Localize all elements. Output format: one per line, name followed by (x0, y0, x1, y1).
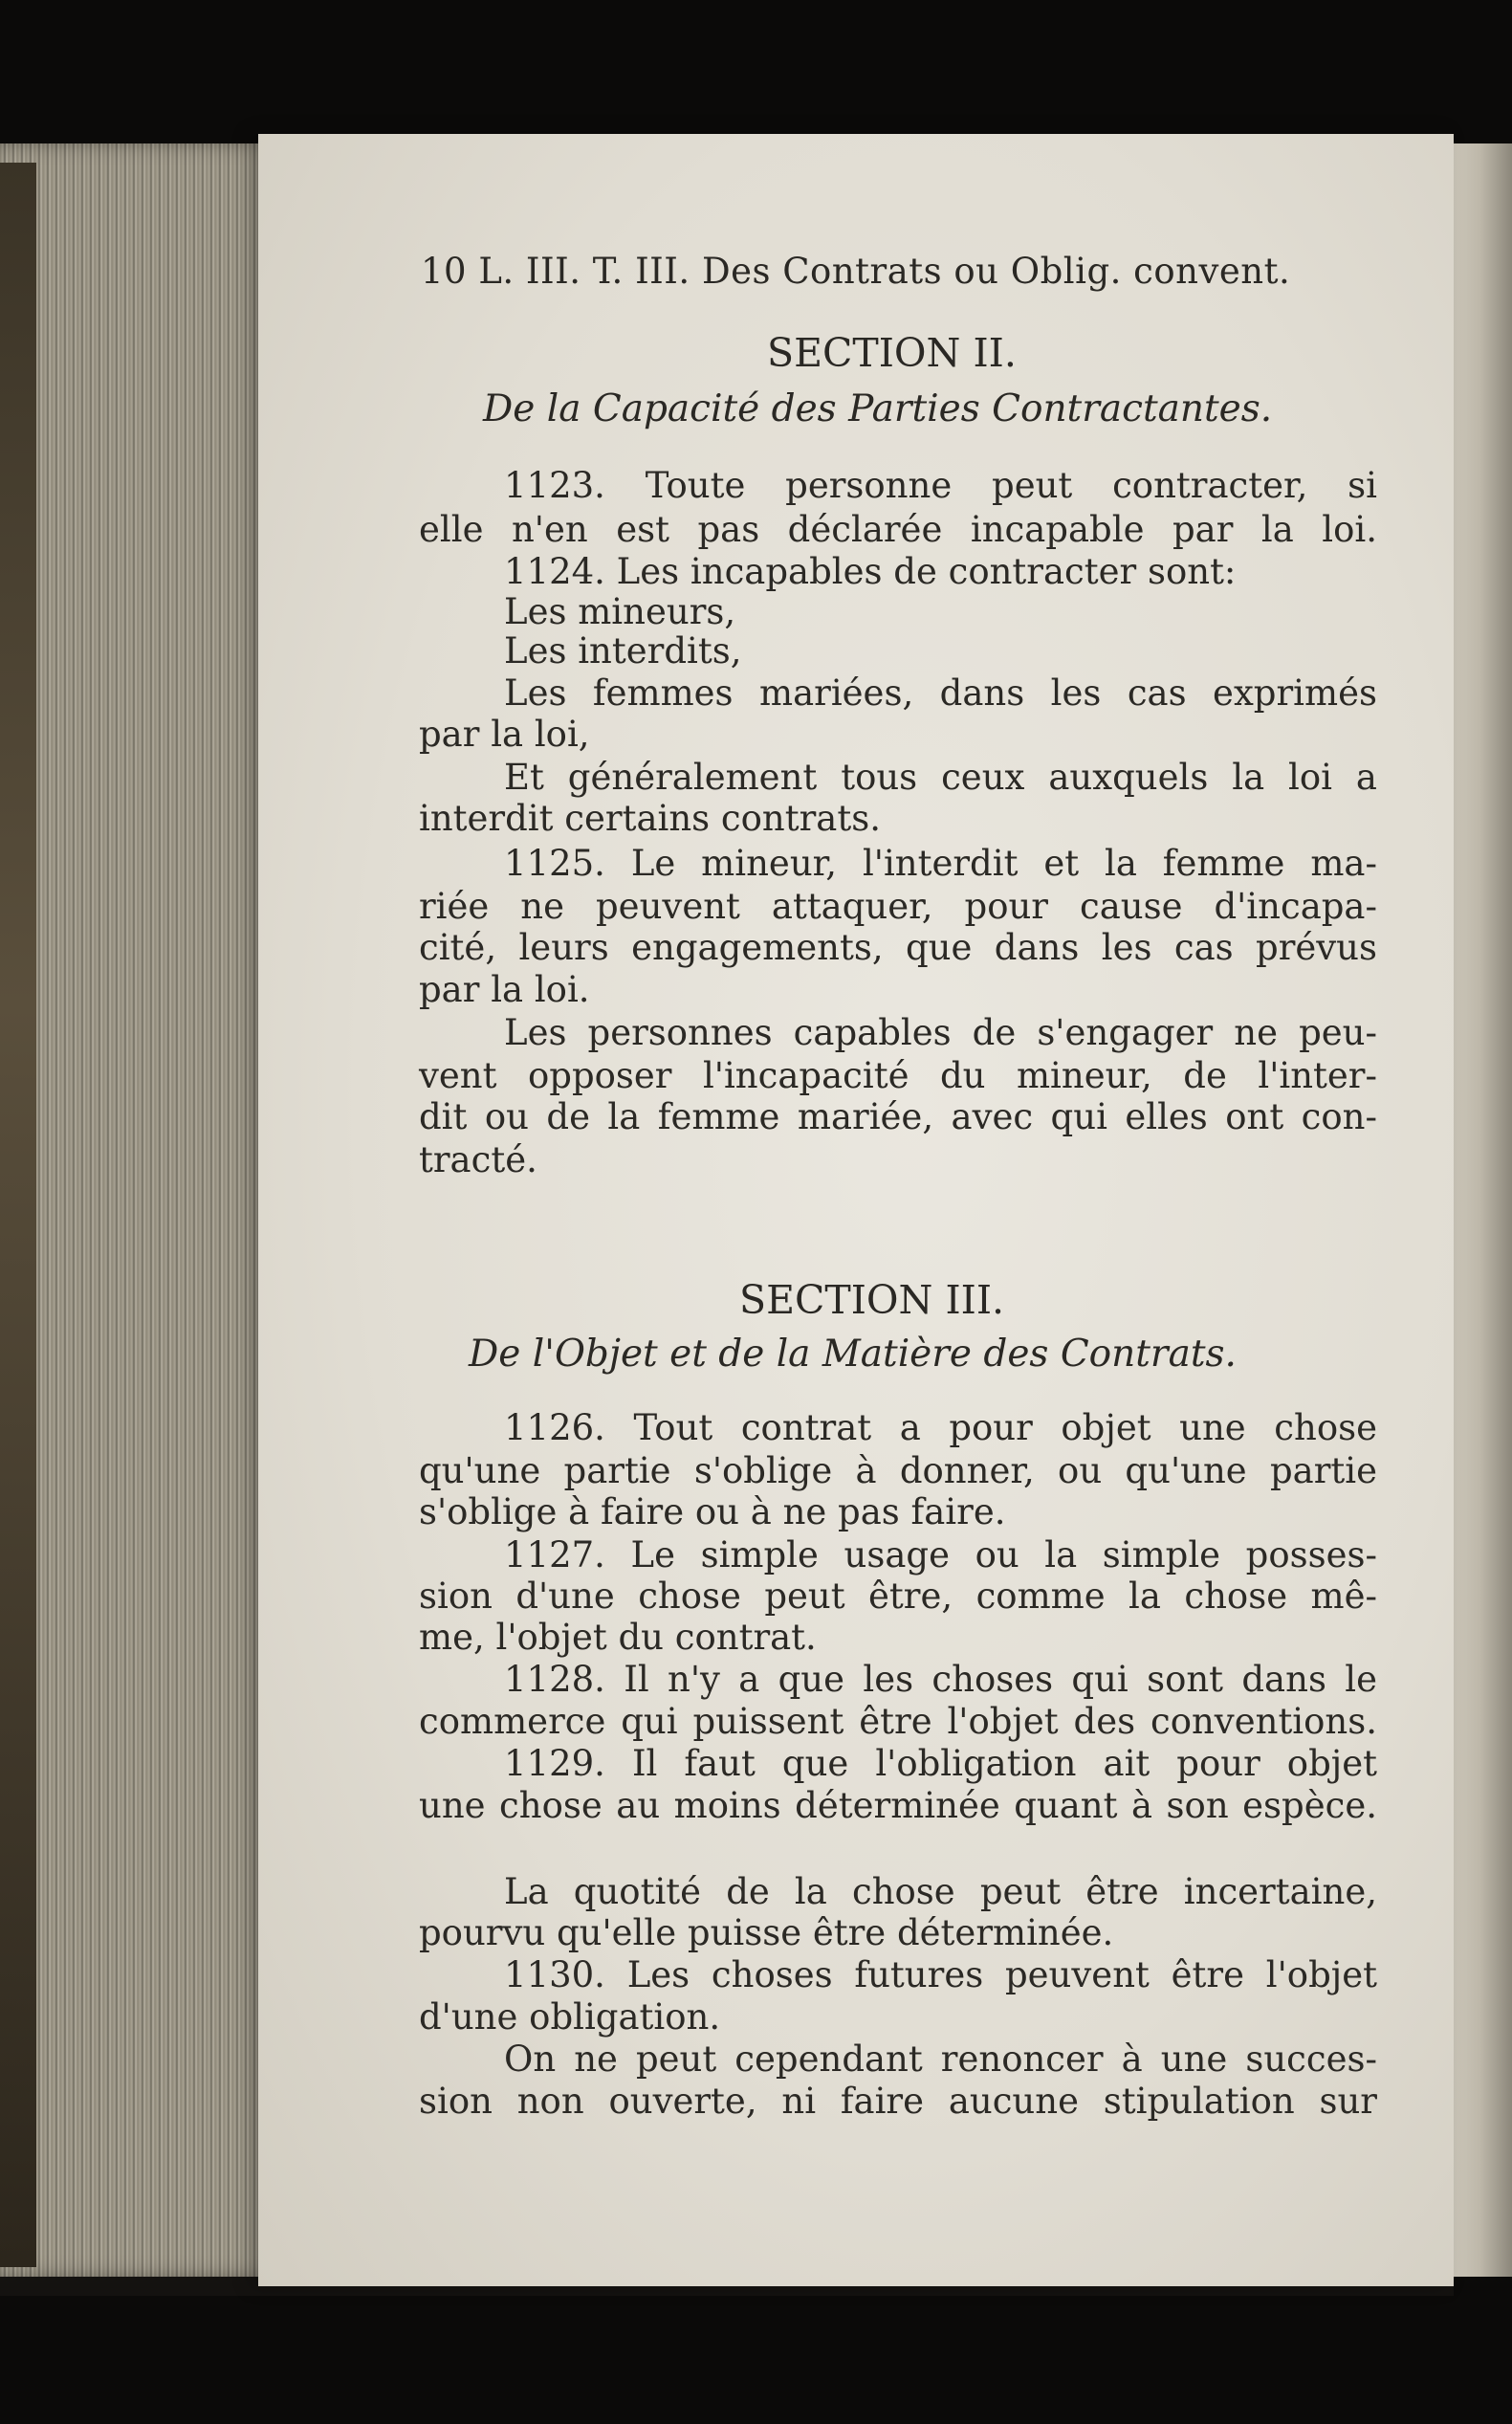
text-line: 1130. Les choses futures peuvent être l'objet (504, 1954, 1377, 1995)
section-2-subtitle: De la Capacité des Parties Contractantes. (483, 387, 1273, 430)
text-line: dit ou de la femme mariée, avec qui elles ont con- (419, 1096, 1377, 1137)
text-line: 1127. Le simple usage ou la simple posses- (504, 1534, 1377, 1576)
text-line: La quotité de la chose peut être incertaine, (504, 1871, 1377, 1912)
text-line: cité, leurs engagements, que dans les cas prévus (419, 927, 1377, 968)
text-line: interdit certains contrats. (419, 798, 881, 839)
text-line: 1125. Le mineur, l'interdit et la femme ma- (504, 843, 1377, 884)
section-2-title: SECTION II. (767, 330, 1017, 376)
text-line: par la loi. (419, 969, 590, 1010)
text-line: par la loi, (419, 714, 590, 755)
text-line: pourvu qu'elle puisse être déterminée. (419, 1912, 1114, 1953)
page-edges (0, 143, 277, 2277)
text-line: vent opposer l'incapacité du mineur, de l'inter- (419, 1055, 1377, 1096)
text-line: 1128. Il n'y a que les choses qui sont dans le (504, 1659, 1377, 1700)
text-line: Et généralement tous ceux auxquels la loi a (504, 757, 1377, 798)
running-head: 10 L. III. T. III. Des Contrats ou Oblig. convent. (421, 251, 1291, 292)
text-line: riée ne peuvent attaquer, pour cause d'incapa- (419, 886, 1377, 927)
text-line: 1124. Les incapables de contracter sont: (504, 551, 1237, 592)
text-line: Les femmes mariées, dans les cas exprimés (504, 672, 1377, 714)
text-line: sion non ouverte, ni faire aucune stipulation sur (419, 2081, 1377, 2122)
text-line: qu'une partie s'oblige à donner, ou qu'une partie (419, 1450, 1377, 1491)
text-line: 1123. Toute personne peut contracter, si (504, 465, 1377, 506)
text-line: Les mineurs, (504, 591, 736, 632)
text-line: me, l'objet du contrat. (419, 1617, 817, 1658)
section-3-title: SECTION III. (739, 1277, 1005, 1323)
text-line: 1126. Tout contrat a pour objet une chose (504, 1407, 1377, 1448)
text-line: elle n'en est pas déclarée incapable par la loi. (419, 509, 1377, 550)
text-line: 1129. Il faut que l'obligation ait pour objet (504, 1743, 1377, 1784)
text-line: s'oblige à faire ou à ne pas faire. (419, 1491, 1006, 1532)
text-line: Les personnes capables de s'engager ne peu- (504, 1012, 1377, 1053)
section-3-subtitle: De l'Objet et de la Matière des Contrats. (469, 1333, 1237, 1376)
facing-page-edge (1449, 143, 1512, 2277)
text-line: commerce qui puissent être l'objet des conventions. (419, 1701, 1377, 1742)
text-line: On ne peut cependant renoncer à une succes- (504, 2038, 1377, 2080)
text-line: une chose au moins déterminée quant à son espèce. (419, 1785, 1377, 1826)
text-line: sion d'une chose peut être, comme la chose mê- (419, 1576, 1377, 1617)
text-line: d'une obligation. (419, 1996, 721, 2038)
text-line: Les interdits, (504, 630, 742, 672)
text-line: tracté. (419, 1139, 537, 1180)
book-cover-edge (0, 163, 36, 2267)
